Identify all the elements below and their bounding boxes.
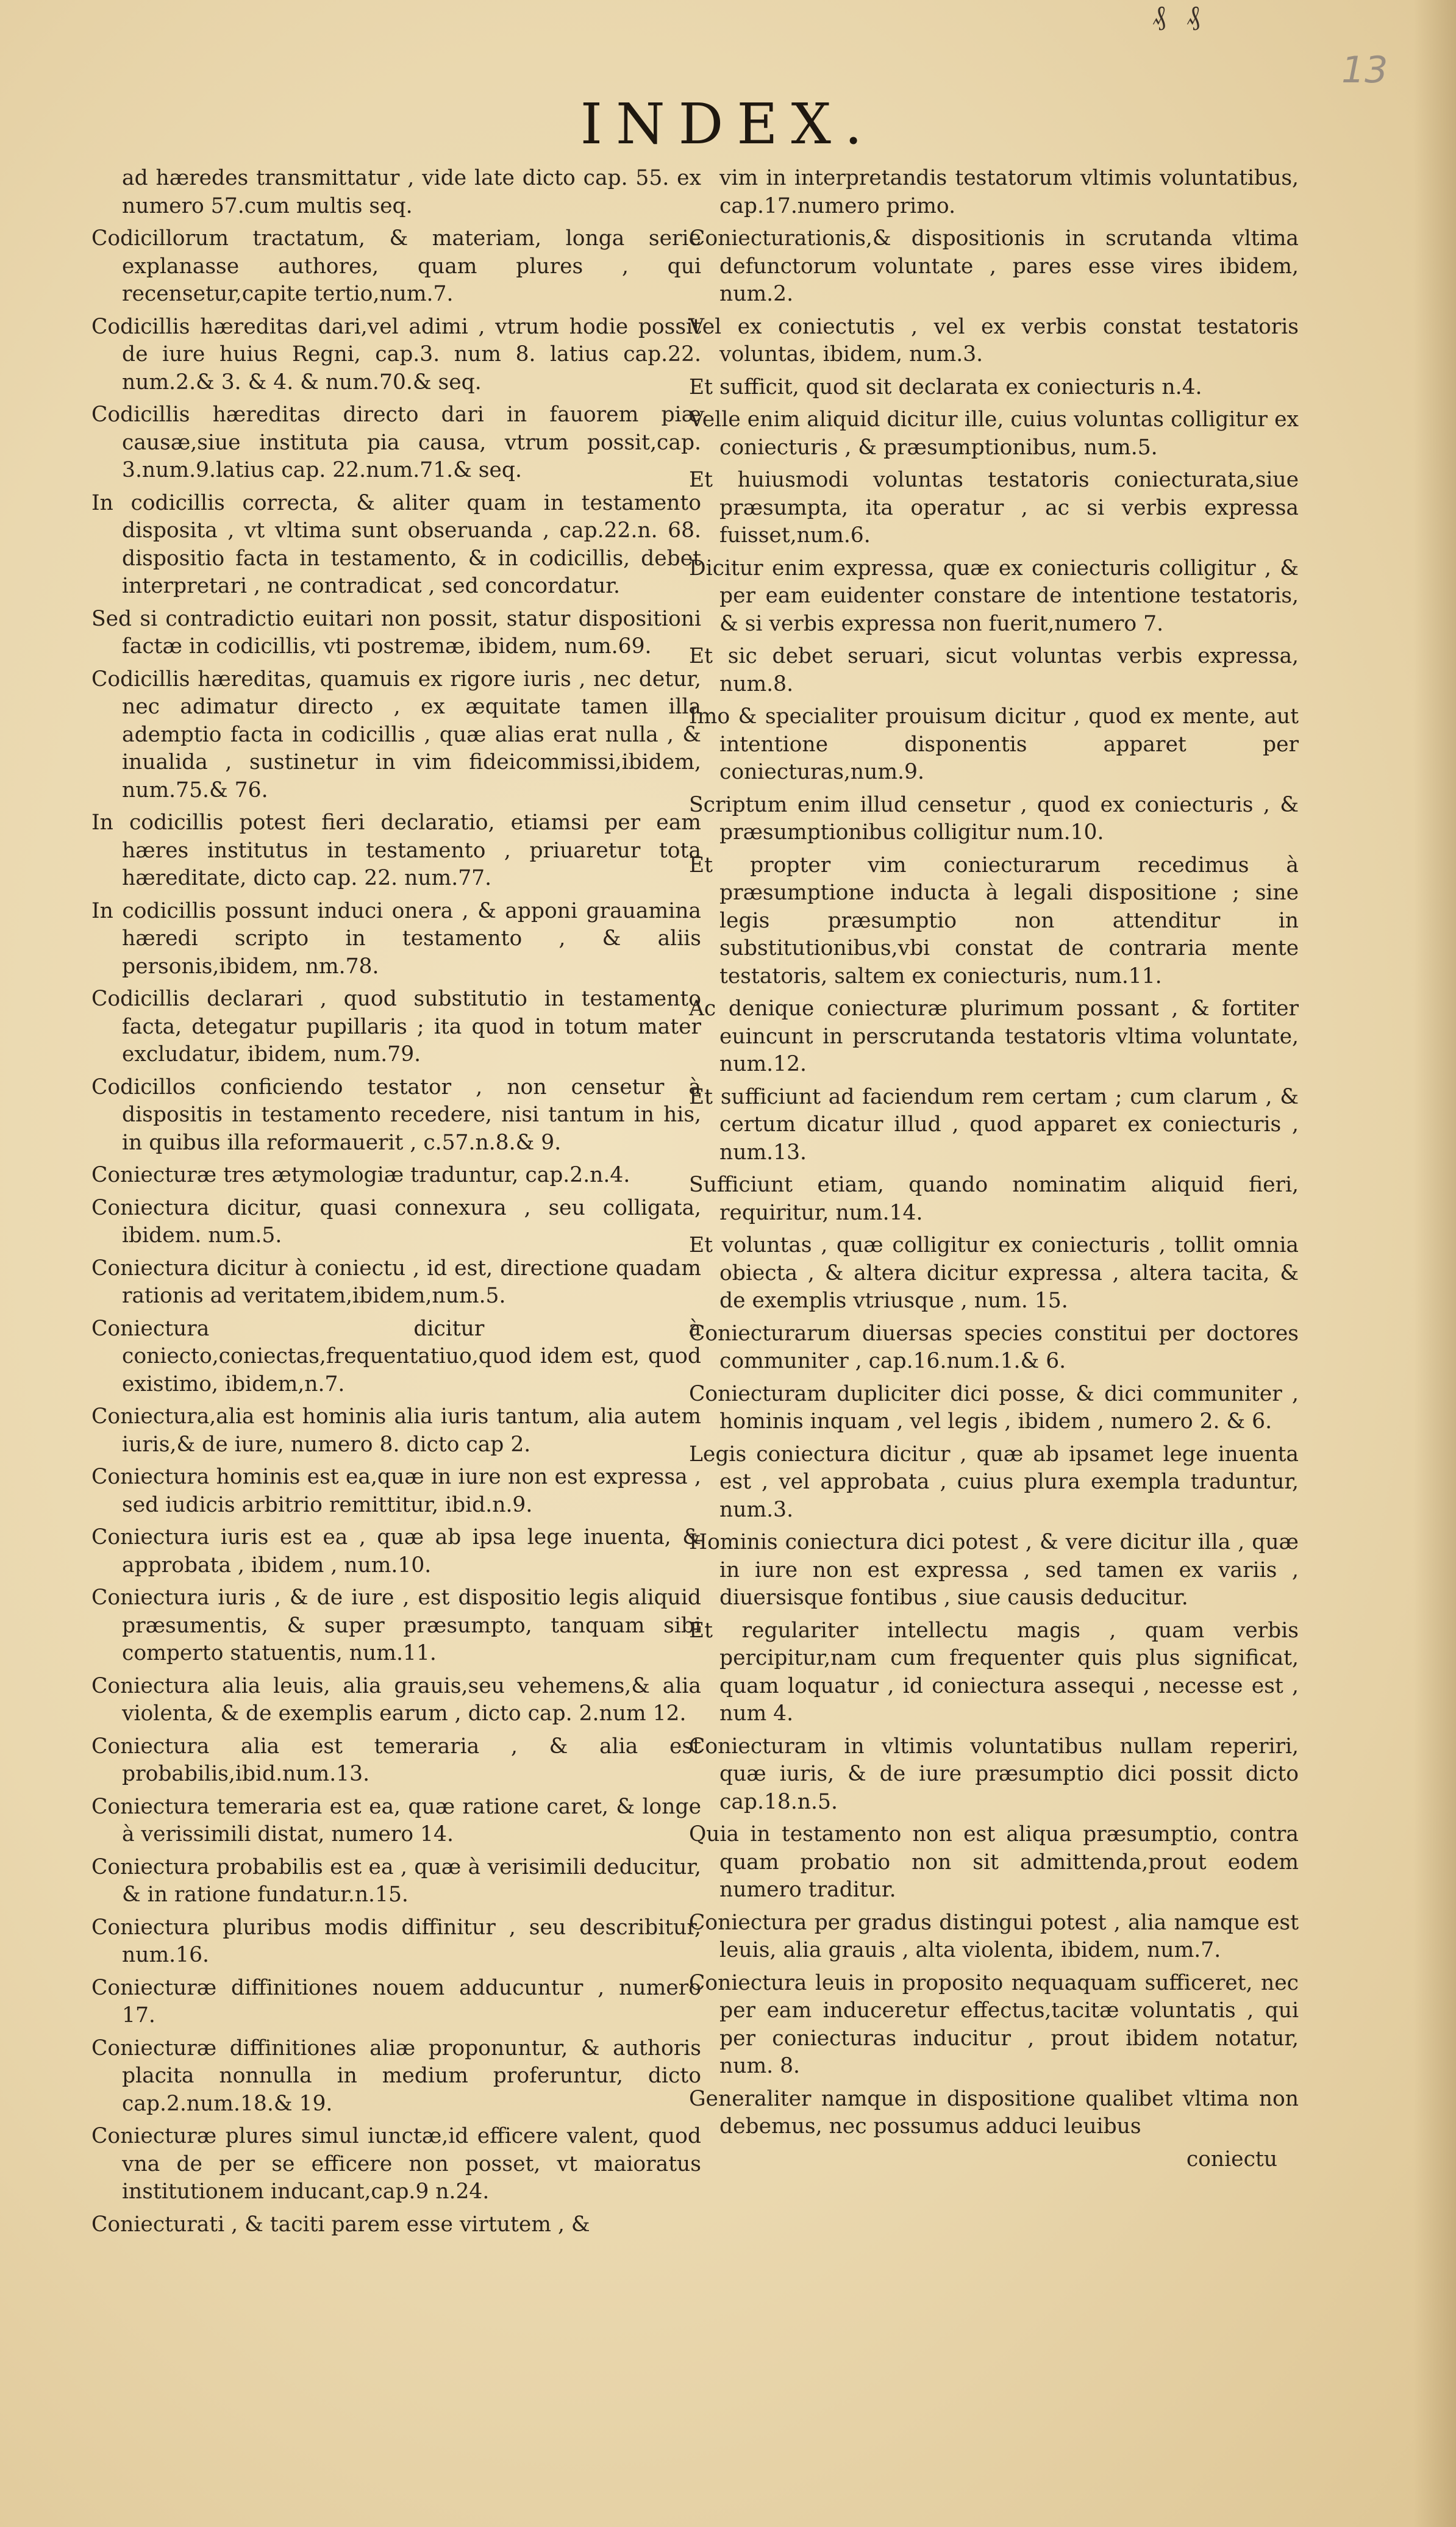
index-entry: Coniecturæ plures simul iunctæ,id efficere valent, quod vna de per se efficere non posset, vt maioratus institutionem inducant,cap.9 n.24. bbox=[91, 2124, 701, 2204]
index-entry: Coniectura dicitur, quasi connexura , seu colligata, ibidem. num.5. bbox=[91, 1195, 701, 1248]
index-entry: Coniectura,alia est hominis alia iuris tantum, alia autem iuris,& de iure, numero 8. dicto cap 2. bbox=[91, 1404, 701, 1457]
page-header: INDEX. bbox=[580, 91, 876, 157]
index-entry: Coniectura pluribus modis diffinitur , seu describitur, num.16. bbox=[91, 1915, 701, 1967]
index-entry: Et sufficit, quod sit declarata ex coniecturis n.4. bbox=[689, 374, 1202, 399]
catchword: coniectu bbox=[1186, 2146, 1277, 2171]
index-entry: Et sufficiunt ad faciendum rem certam ; cum clarum , & certum dicatur illud , quod apparet ex coniecturis , num.13. bbox=[689, 1084, 1299, 1165]
index-entry: Coniectura alia leuis, alia grauis,seu vehemens,& alia violenta, & de exemplis earum , dicto cap. 2.num 12. bbox=[91, 1673, 701, 1726]
index-entry: Coniectura hominis est ea,quæ in iure non est expressa , sed iudicis arbitrio remittitur, ibid.n.9. bbox=[91, 1465, 701, 1517]
index-entry: Et sic debet seruari, sicut voluntas verbis expressa, num.8. bbox=[689, 644, 1299, 696]
index-entry: Coniectura iuris est ea , quæ ab ipsa lege inuenta, & approbata , ibidem , num.10. bbox=[91, 1525, 701, 1578]
pencil-folio-number: 13 bbox=[1341, 49, 1388, 91]
index-entry: Coniecturam dupliciter dici posse, & dici communiter , hominis inquam , vel legis , ibidem , numero 2. & 6. bbox=[689, 1381, 1299, 1434]
index-entry: Velle enim aliquid dicitur ille, cuius voluntas colligitur ex coniecturis , & præsumptionibus, num.5. bbox=[689, 407, 1299, 460]
index-entry: Coniecturæ tres ætymologiæ traduntur, cap.2.n.4. bbox=[91, 1163, 630, 1187]
page-edge-shadow bbox=[1413, 0, 1456, 2527]
index-entry: Hominis coniectura dici potest , & vere dicitur illa , quæ in iure non est expressa , sed tamen ex variis , diuersisque fontibus , siue causis deducitur. bbox=[689, 1530, 1299, 1610]
index-entry: Ac denique coniecturæ plurimum possant , & fortiter euincunt in perscrutanda testatoris vltima voluntate, num.12. bbox=[689, 996, 1299, 1076]
left-column bbox=[91, 165, 701, 2243]
index-entry: ad hæredes transmittatur , vide late dicto cap. 55. ex numero 57.cum multis seq. bbox=[122, 166, 701, 218]
index-entry: Coniectura iuris , & de iure , est dispositio legis aliquid præsumentis, & super præsumpto, tanquam sibi comperto statuentis, num.11. bbox=[91, 1585, 701, 1665]
index-entry: Coniectura dicitur à coniecto,coniectas,frequentatiuo,quod idem est, quod existimo, ibidem,n.7. bbox=[91, 1316, 701, 1396]
index-entry: In codicillis possunt induci onera , & apponi grauamina hæredi scripto in testamento , & aliis personis,ibidem, nm.78. bbox=[91, 898, 701, 979]
index-entry: Codicillorum tractatum, & materiam, longa serie explanasse authores, quam plures , qui recensetur,capite tertio,num.7. bbox=[91, 226, 701, 306]
index-entry: Et regulariter intellectu magis , quam verbis percipitur,nam cum frequenter quis plus significat, quam loquatur , id coniectura assequi , necesse est , num 4. bbox=[689, 1618, 1299, 1726]
index-entry: Scriptum enim illud censetur , quod ex coniecturis , & præsumptionibus colligitur num.10. bbox=[689, 792, 1299, 845]
index-entry: Coniecturationis,& dispositionis in scrutanda vltima defunctorum voluntate , pares esse vires ibidem, num.2. bbox=[689, 226, 1299, 306]
index-entry: Coniecturæ diffinitiones aliæ proponuntur, & authoris placita nonnulla in medium proferuntur, dicto cap.2.num.18.& 19. bbox=[91, 2036, 701, 2116]
index-entry: Coniectura dicitur à coniectu , id est, directione quadam rationis ad veritatem,ibidem,num.5. bbox=[91, 1256, 701, 1308]
corner-printer-mark: ₰ ₰ bbox=[1152, 0, 1206, 31]
index-entry: Sufficiunt etiam, quando nominatim aliquid fieri, requiritur, num.14. bbox=[689, 1173, 1299, 1225]
index-entry: In codicillis correcta, & aliter quam in testamento disposita , vt vltima sunt obseruanda , cap.22.n. 68. dispositio facta in testamento, & in codicillis, debet interpretari , ne contradicat , sed concordatur. bbox=[91, 490, 701, 598]
index-entry: Coniectura per gradus distingui potest , alia namque est leuis, alia grauis , alta violenta, ibidem, num.7. bbox=[689, 1910, 1299, 1962]
index-entry: Coniectura alia est temeraria , & alia est probabilis,ibid.num.13. bbox=[91, 1734, 701, 1786]
index-entry: Coniectura leuis in proposito nequaquam sufficeret, nec per eam induceretur effectus,tacitæ voluntatis , qui per coniecturas inducitur , prout ibidem notatur, num. 8. bbox=[689, 1970, 1299, 2078]
index-entry: Vel ex coniectutis , vel ex verbis constat testatoris voluntas, ibidem, num.3. bbox=[689, 314, 1299, 366]
index-entry: vim in interpretandis testatorum vltimis voluntatibus, cap.17.numero primo. bbox=[719, 166, 1299, 218]
index-entry: Coniecturarum diuersas species constitui per doctores communiter , cap.16.num.1.& 6. bbox=[689, 1321, 1299, 1373]
index-entry: Legis coniectura dicitur , quæ ab ipsamet lege inuenta est , vel approbata , cuius plura exempla traduntur, num.3. bbox=[689, 1442, 1299, 1522]
index-entry: Codicillis hæreditas dari,vel adimi , vtrum hodie possit de iure huius Regni, cap.3. num 8. latius cap.22. num.2.& 3. & 4. & num.70.& seq. bbox=[91, 314, 701, 395]
index-entry: Generaliter namque in dispositione qualibet vltima non debemus, nec possumus adduci leuibus bbox=[689, 2086, 1299, 2139]
index-entry: Quia in testamento non est aliqua præsumptio, contra quam probatio non sit admittenda,prout eodem numero traditur. bbox=[689, 1822, 1299, 1902]
index-entry: Et voluntas , quæ colligitur ex coniecturis , tollit omnia obiecta , & altera dicitur expressa , altera tacita, & de exemplis vtriusque , num. 15. bbox=[689, 1233, 1299, 1313]
index-entry: In codicillis potest fieri declaratio, etiamsi per eam hæres institutus in testamento , priuaretur tota hæreditate, dicto cap. 22. num.77. bbox=[91, 810, 701, 890]
index-entry: Sed si contradictio euitari non possit, statur dispositioni factæ in codicillis, vti postremæ, ibidem, num.69. bbox=[91, 606, 701, 659]
index-entry: Codicillis declarari , quod substitutio in testamento facta, detegatur pupillaris ; ita quod in totum mater excludatur, ibidem, num.79. bbox=[91, 987, 701, 1067]
index-entry: Coniectura temeraria est ea, quæ ratione caret, & longe à verissimili distat, numero 14. bbox=[91, 1794, 701, 1846]
index-entry: Codicillis hæreditas, quamuis ex rigore iuris , nec detur, nec adimatur directo , ex æquitate tamen illa ademptio facta in codicillis , quæ alias erat nulla , & inualida , sustinetur in vim fideicommissi,ibidem, num.75.& 76. bbox=[91, 667, 701, 802]
index-entry: Coniecturæ diffinitiones nouem adducuntur , numero 17. bbox=[91, 1975, 701, 2028]
index-entry: Et huiusmodi voluntas testatoris coniecturata,siue præsumpta, ita operatur , ac si verbis expressa fuisset,num.6. bbox=[689, 468, 1299, 548]
index-entry: Dicitur enim expressa, quæ ex coniecturis colligitur , & per eam euidenter constare de intentione testatoris, & si verbis expressa non fuerit,numero 7. bbox=[689, 556, 1299, 636]
index-entry: Imo & specialiter prouisum dicitur , quod ex mente, aut intentione disponentis apparet per coniecturas,num.9. bbox=[689, 704, 1299, 784]
index-entry: Coniectura probabilis est ea , quæ à verisimili deducitur, & in ratione fundatur.n.15. bbox=[91, 1854, 701, 1907]
index-entry: Codicillis hæreditas directo dari in fauorem piæ causæ,siue instituta pia causa, vtrum possit,cap. 3.num.9.latius cap. 22.num.71.& seq. bbox=[91, 402, 701, 482]
index-entry: Et propter vim coniecturarum recedimus à præsumptione inducta à legali dispositione ; sine legis præsumptio non attenditur in substitutionibus,vbi constat de contraria mente testatoris, saltem ex coniecturis, num.11. bbox=[689, 852, 1299, 988]
index-entry: Codicillos conficiendo testator , non censetur à dispositis in testamento recedere, nisi tantum in his, in quibus illa reformauerit , c.57.n.8.& 9. bbox=[91, 1074, 701, 1155]
index-entry: Coniecturam in vltimis voluntatibus nullam reperiri, quæ iuris, & de iure præsumptio dici possit dicto cap.18.n.5. bbox=[689, 1734, 1299, 1814]
index-entry: Coniecturati , & taciti parem esse virtutem , & bbox=[91, 2212, 590, 2237]
right-column bbox=[689, 165, 1299, 2178]
